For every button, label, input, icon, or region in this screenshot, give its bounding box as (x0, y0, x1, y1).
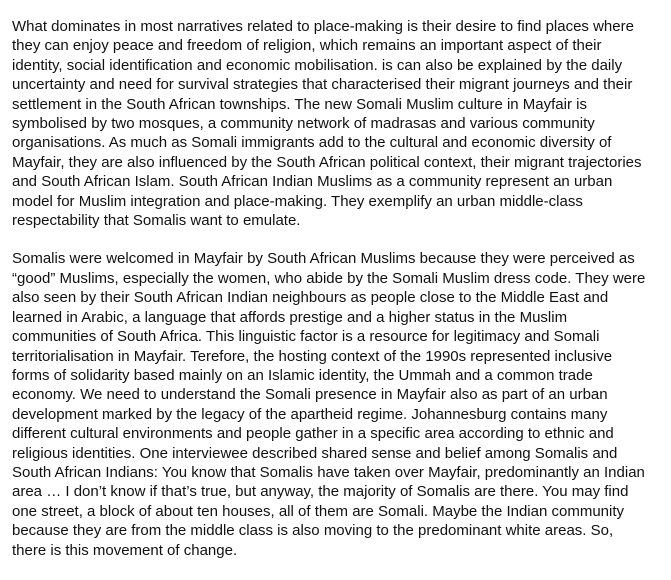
paragraph-1: What dominates in most narratives related to place-making is their desire to find places where they can enjoy peace and freedom of religion, which remains an important aspect of their identity, social identification and economic mobilisation. is can also be explained by the daily uncertainty and need for survival strategies that characterised their migrant journeys and their settlement in the South African townships. The new Somali Muslim culture in Mayfair is symbolised by two mosques, a community network of madrasas and various community organisations. As much as Somali immigrants add to the cultural and economic diversity of Mayfair, they are also influenced by the South African political context, their migrant trajectories and South African Islam. South African Indian Muslims as a community represent an urban model for Muslim integration and place-making. They exemplify an urban middle-class respectability that Somalis want to emulate. (12, 18, 642, 230)
paragraph-2: Somalis were welcomed in Mayfair by South African Muslims because they were perceived as “good” Muslims, especially the women, who abide by the Somali Muslim dress code. They were also seen by their South African Indian neighbours as people close to the Middle East and learned in Arabic, a language that affords prestige and a higher status in the Muslim communities of South Africa. This linguistic factor is a resource for legitimacy and Somali territorialisation in Mayfair. Terefore, the hosting context of the 1990s represented inclusive forms of solidarity based mainly on an Islamic identity, the Ummah and a common trade economy. We need to understand the Somali presence in Mayfair also as part of an urban development marked by the legacy of the apartheid regime. Johannesburg contains many different cultural environments and people gather in a specific area according to ethnic and religious identities. One interviewee described shared sense and belief among Somalis and South African Indians: You know that Somalis have taken over Mayfair, predominantly an Indian area … I don’t know if that’s true, but anyway, the majority of Somalis are there. You may find one street, a block of about ten houses, all of them are Somali. Maybe the Indian community because they are from the middle class is also moving to the predominant white areas. So, there is this movement of change. (12, 250, 646, 559)
